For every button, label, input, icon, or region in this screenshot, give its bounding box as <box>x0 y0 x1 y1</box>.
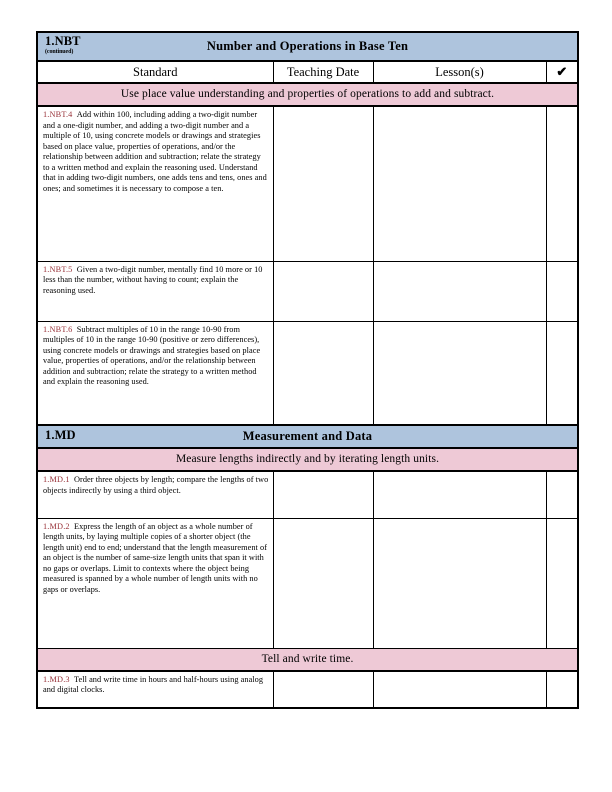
standard-description: Add within 100, including adding a two-digit number and a one-digit number, and adding a two-digit number and a multiple of 10, using concrete models or drawings and strategies based on place value, properties of operations, and/or the relationship between addition and subtraction; relate the strategy to a written method and explain the reasoning used. Understand that in adding two-digit numbers, one adds tens and tens, ones and ones; and sometimes it is necessary to compose a ten. <box>43 110 267 193</box>
standard-code: 1.MD.1 <box>43 475 70 484</box>
check-cell[interactable] <box>546 518 578 648</box>
domain-banner-row <box>37 425 578 448</box>
lessons-cell[interactable] <box>373 321 546 425</box>
check-cell[interactable] <box>546 106 578 261</box>
cluster-band-row <box>37 448 578 471</box>
standard-code: 1.NBT.6 <box>43 324 73 334</box>
standard-code: 1.NBT.5 <box>43 264 73 274</box>
standard-description-cell <box>37 321 273 425</box>
domain-continued-note: (continued) <box>45 49 74 55</box>
teaching-date-cell[interactable] <box>273 261 373 321</box>
standard-code: 1.MD.3 <box>43 674 70 684</box>
standard-text <box>38 262 273 301</box>
check-cell[interactable] <box>546 261 578 321</box>
standard-description-cell <box>37 261 273 321</box>
teaching-date-cell[interactable] <box>273 321 373 425</box>
lessons-cell[interactable] <box>373 671 546 708</box>
standard-description-cell <box>37 106 273 261</box>
standard-row <box>37 518 578 648</box>
cluster-band-row <box>37 83 578 106</box>
domain-code: 1.NBT <box>45 34 81 48</box>
lessons-cell[interactable] <box>373 261 546 321</box>
domain-title: Measurement and Data <box>242 429 373 443</box>
standard-text <box>38 472 273 500</box>
standard-description: Subtract multiples of 10 in the range 10-90 from multiples of 10 in the range 10-90 (positive or zero differences), using concrete models or drawings and strategies based on place value, properties of operations, and/or the relationship between addition and subtraction; relate the strategy to a written method and explain the reasoning used. <box>43 324 261 386</box>
standard-description: Express the length of an object as a whole number of length units, by laying multiple copies of a shorter object (the length unit) end to end; understand that the length measurement of an object is the number of same-size length units that span it with no gaps or overlaps. Limit to contexts where the object being measured is spanned by a whole number of length units with no gaps or overlaps. <box>43 521 268 594</box>
cluster-heading: Tell and write time. <box>37 648 578 671</box>
standard-code: 1.NBT.4 <box>43 110 73 119</box>
column-header-standard: Standard <box>37 61 273 83</box>
standard-text <box>38 322 273 392</box>
standard-row <box>37 261 578 321</box>
check-cell[interactable] <box>546 321 578 425</box>
standard-description-cell <box>37 471 273 518</box>
standard-text <box>38 672 273 700</box>
standard-row <box>37 471 578 518</box>
check-cell[interactable] <box>546 671 578 708</box>
check-cell[interactable] <box>546 471 578 518</box>
column-header-row <box>37 61 578 83</box>
standard-text <box>38 519 273 600</box>
lessons-cell[interactable] <box>373 106 546 261</box>
column-header-lessons: Lesson(s) <box>373 61 546 83</box>
cluster-heading: Measure lengths indirectly and by iterating length units. <box>37 448 578 471</box>
domain-title: Number and Operations in Base Ten <box>206 39 409 53</box>
domain-banner <box>38 426 577 447</box>
standard-description-cell <box>37 518 273 648</box>
domain-banner-row <box>37 32 578 61</box>
domain-code: 1.MD <box>45 428 76 442</box>
teaching-date-cell[interactable] <box>273 671 373 708</box>
standards-checklist-sheet <box>36 31 577 709</box>
domain-banner <box>38 33 577 60</box>
standard-code: 1.MD.2 <box>43 521 70 531</box>
standard-row <box>37 106 578 261</box>
standard-text <box>38 107 273 198</box>
lessons-cell[interactable] <box>373 518 546 648</box>
standard-description: Tell and write time in hours and half-hours using analog and digital clocks. <box>43 674 264 694</box>
teaching-date-cell[interactable] <box>273 518 373 648</box>
teaching-date-cell[interactable] <box>273 471 373 518</box>
standards-table <box>36 31 579 709</box>
column-header-check <box>546 61 578 83</box>
lessons-cell[interactable] <box>373 471 546 518</box>
domain-banner-cell <box>37 425 578 448</box>
standard-row <box>37 321 578 425</box>
standard-description: Order three objects by length; compare the lengths of two objects indirectly by using a third object. <box>43 475 269 495</box>
standards-table-body <box>37 32 578 708</box>
column-header-teaching-date: Teaching Date <box>273 61 373 83</box>
cluster-band-row <box>37 648 578 671</box>
teaching-date-cell[interactable] <box>273 106 373 261</box>
cluster-heading: Use place value understanding and properties of operations to add and subtract. <box>37 83 578 106</box>
domain-banner-cell <box>37 32 578 61</box>
checkmark-icon: ✔ <box>556 64 568 79</box>
standard-description-cell <box>37 671 273 708</box>
standard-row <box>37 671 578 708</box>
standard-description: Given a two-digit number, mentally find 10 more or 10 less than the number, without having to count; explain the reasoning used. <box>43 264 263 295</box>
